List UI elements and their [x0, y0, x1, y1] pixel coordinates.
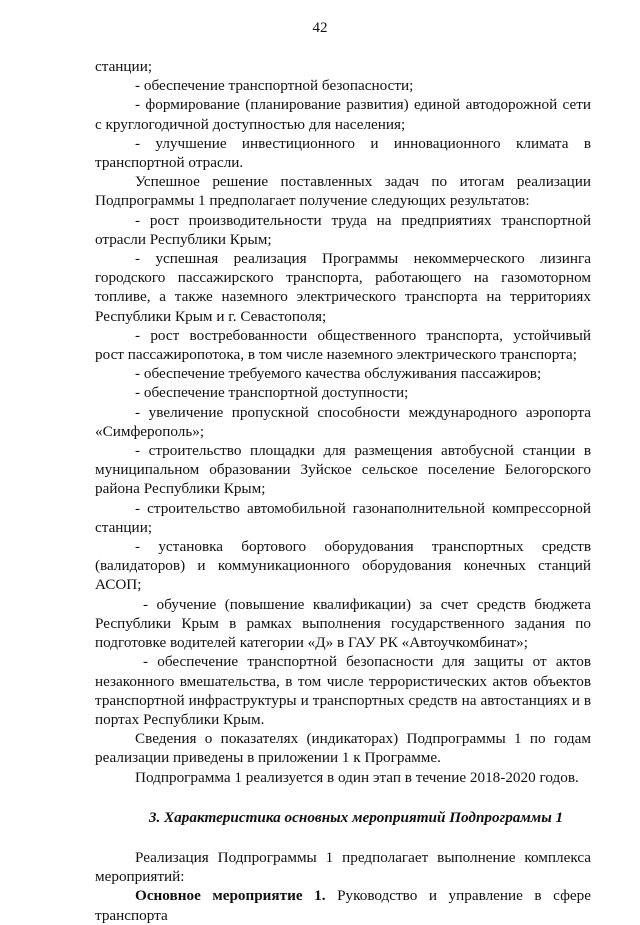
list-item: - успешная реализация Программы некоммерческого лизинга городского пассажирского транспорта, работающего на газомоторном топливе, а также наземного электрического транспорта на территориях Республики Крым и г. Севастополя; — [95, 250, 591, 325]
paragraph: Успешное решение поставленных задач по итогам реализации Подпрограммы 1 предполагает получение следующих результатов: — [95, 173, 591, 210]
list-item: - рост производительности труда на предприятиях транспортной отрасли Республики Крым; — [95, 211, 591, 248]
list-item: - обеспечение транспортной безопасности для защиты от актов незаконного вмешательства, в том числе террористических актов объектов транспортной инфраструктуры и транспортных средств на автостанциях и в портах Республики Крым. — [95, 653, 591, 728]
list-item: - рост востребованности общественного транспорта, устойчивый рост пассажиропотока, в том числе наземного электрического транспорта; — [95, 326, 591, 364]
paragraph: Сведения о показателях (индикаторах) Подпрограммы 1 по годам реализации приведены в приложении 1 к Программе. — [95, 730, 591, 767]
list-item: - строительство площадки для размещения автобусной станции в муниципальном образовании Зуйское сельское поселение Белогорского района Республики Крым; — [95, 442, 591, 498]
page-number: 42 — [312, 20, 328, 36]
list-item: - обучение (повышение квалификации) за счет средств бюджета Республики Крым в рамках выполнения государственного задания по подготовке водителей категории «Д» в ГАУ РК «Автоучкомбинат»; — [95, 595, 591, 652]
paragraph: станции; — [95, 58, 153, 75]
list-item: - строительство автомобильной газонаполнительной компрессорной станции; — [95, 499, 591, 536]
main-event-text: Руководство и управление в сфере транспорта — [95, 887, 591, 924]
list-item: - обеспечение требуемого качества обслуживания пассажиров; — [135, 365, 542, 383]
document-body — [95, 57, 591, 925]
paragraph: Подпрограмма 1 реализуется в один этап в течение 2018-2020 годов. — [135, 768, 579, 786]
list-item: - увеличение пропускной способности международного аэропорта «Симферополь»; — [95, 403, 591, 440]
list-item: - улучшение инвестиционного и инновационного климата в транспортной отрасли. — [95, 134, 591, 172]
list-item: - обеспечение транспортной безопасности; — [135, 77, 414, 95]
main-event-paragraph — [95, 886, 591, 924]
section-heading: 3. Характеристика основных мероприятий Подпрограммы 1 — [148, 808, 564, 826]
main-event-label: Основное мероприятие 1. — [135, 887, 326, 905]
paragraph: Реализация Подпрограммы 1 предполагает выполнение комплекса мероприятий: — [95, 848, 591, 886]
list-item: - обеспечение транспортной доступности; — [135, 384, 409, 402]
spacer — [95, 787, 591, 808]
list-item: - установка бортового оборудования транспортных средств (валидаторов) и коммуникационного оборудования конечных станций АСОП; — [95, 538, 591, 594]
list-item: - формирование (планирование развития) единой автодорожной сети с круглогодичной доступностью для населения; — [95, 96, 591, 133]
spacer — [95, 827, 591, 848]
